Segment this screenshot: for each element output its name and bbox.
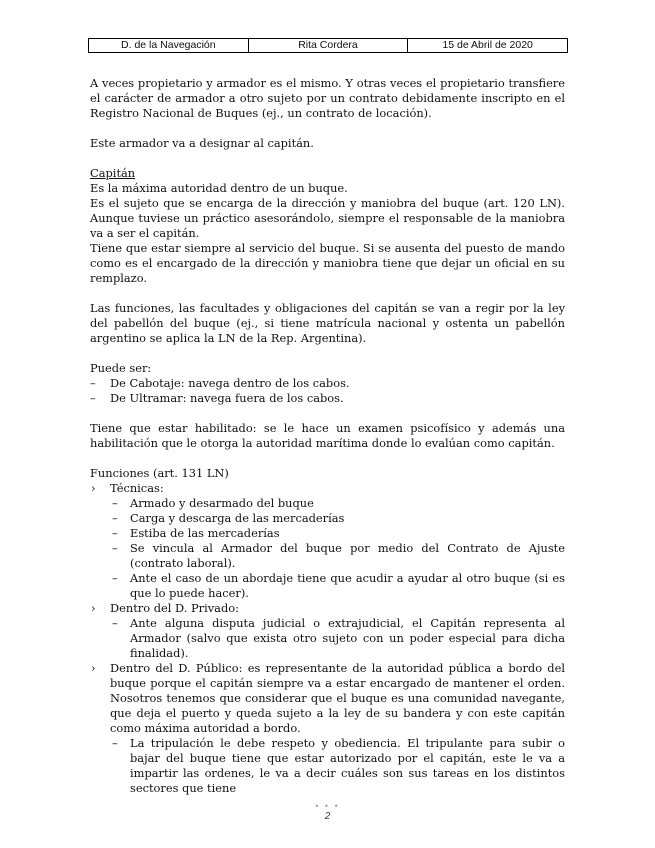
page-footer xyxy=(0,802,655,823)
list-item: – De Ultramar: navega fuera de los cabos. xyxy=(90,391,565,406)
publico-text: Dentro del D. Público: es representante de la autoridad pública a bordo del buque porque el capitán siempre va a estar encargado de mantener el orden. Nosotros tenemos que considerar que el buque es una comunidad navegante, que deja el puerto y queda sujeto a la ley de su bandera y con este capitán como máxima autoridad a bordo. xyxy=(110,661,565,735)
page-number: 2 xyxy=(324,811,331,822)
tipos-list xyxy=(90,376,565,406)
publico-list xyxy=(110,736,565,796)
paragraph-capitan-1: Es la máxima autoridad dentro de un buque. xyxy=(90,181,348,195)
page-dots: • • • xyxy=(315,801,340,811)
tecnicas-label: Técnicas: xyxy=(110,481,164,495)
list-item: – Armado y desarmado del buque xyxy=(110,496,565,511)
privado-label: Dentro del D. Privado: xyxy=(110,601,239,615)
paragraph-capitan-3: Tiene que estar siempre al servicio del buque. Si se ausenta del puesto de mando como es el encargado de la dirección y maniobra tiene que dejar un oficial en su remplazo. xyxy=(90,241,565,285)
list-item: – Ante el caso de un abordaje tiene que acudir a ayudar al otro buque (si es que lo puede hacer). xyxy=(110,571,565,601)
funciones-list xyxy=(90,481,565,796)
list-item: – La tripulación le debe respeto y obediencia. El tripulante para subir o bajar del buque tiene que estar autorizado por el capitán, este le va a impartir las ordenes, le va a decir cuáles son sus tareas en los distintos sectores que tiene xyxy=(110,736,565,796)
paragraph-funciones-ley: Las funciones, las facultades y obligaciones del capitán se van a regir por la ley del pabellón del buque (ej., si tiene matrícula nacional y ostenta un pabellón argentino se aplica la LN de la Rep. Argentina). xyxy=(90,301,565,345)
funciones-item-tecnicas xyxy=(90,481,565,601)
paragraph-propietario: A veces propietario y armador es el mismo. Y otras veces el propietario transfiere el carácter de armador a otro sujeto por un contrato debidamente inscripto en el Registro Nacional de Buques (ej., un contrato de locación). xyxy=(90,76,565,120)
paragraph-capitan-2: Es el sujeto que se encarga de la dirección y maniobra del buque (art. 120 LN). Aunque tuviese un práctico asesorándolo, siempre el responsable de la maniobra va a ser el capitán. xyxy=(90,196,565,240)
funciones-item-privado xyxy=(90,601,565,661)
section-title-capitan: Capitán xyxy=(90,166,136,180)
paragraph-armador: Este armador va a designar al capitán. xyxy=(90,136,314,150)
list-item: – Se vincula al Armador del buque por medio del Contrato de Ajuste (contrato laboral). xyxy=(110,541,565,571)
funciones-item-publico xyxy=(90,661,565,796)
section-title-funciones: Funciones (art. 131 LN) xyxy=(90,466,229,480)
list-item: – Ante alguna disputa judicial o extrajudicial, el Capitán representa al Armador (salvo que exista otro sujeto con un poder especial para dicha finalidad). xyxy=(110,616,565,661)
header-subject: D. de la Navegación xyxy=(89,39,249,53)
privado-list xyxy=(110,616,565,661)
list-item: – Carga y descarga de las mercaderías xyxy=(110,511,565,526)
header-author: Rita Cordera xyxy=(248,39,408,53)
list-item: – De Cabotaje: navega dentro de los cabos. xyxy=(90,376,565,391)
tecnicas-list xyxy=(110,496,565,601)
paragraph-habilitado: Tiene que estar habilitado: se le hace un examen psicofísico y además una habilitación que le otorga la autoridad marítima donde lo evalúan como capitán. xyxy=(90,421,565,450)
document-body xyxy=(90,76,565,796)
header-date: 15 de Abril de 2020 xyxy=(408,39,568,53)
header-table xyxy=(88,38,568,53)
paragraph-puede-ser: Puede ser: xyxy=(90,361,152,375)
list-item: – Estiba de las mercaderías xyxy=(110,526,565,541)
